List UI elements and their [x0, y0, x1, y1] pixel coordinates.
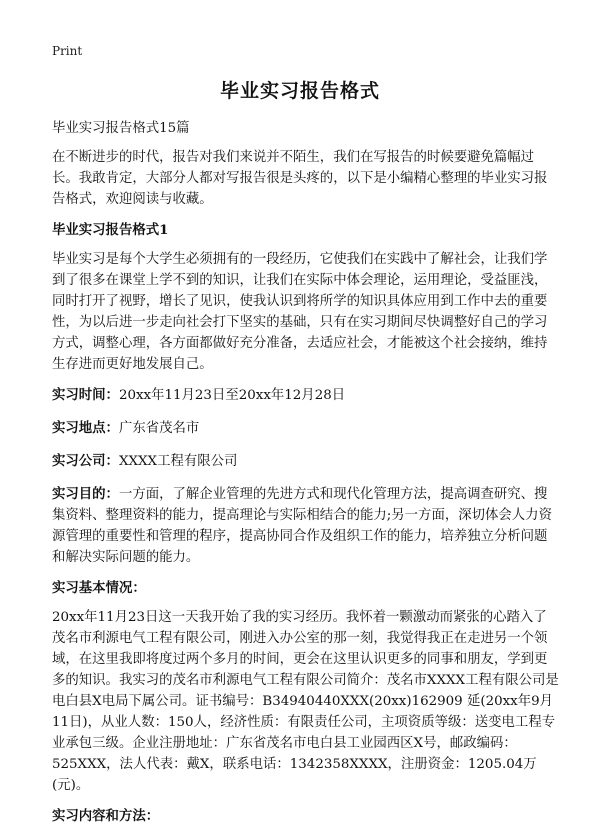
time-label: 实习时间：: [52, 387, 119, 403]
purpose-value: 一方面，了解企业管理的先进方式和现代化管理方法，提高调查研究、搜集资料、整理资料的能力，提高理论与实际相结合的能力;另一方面，深切体会人力资源管理的重要性和管理的程序，提高协同合作及组织工作的能力，培养独立分析问题和解决实际问题的能力。: [52, 487, 552, 565]
purpose-label: 实习目的：: [52, 486, 119, 502]
place-value: 广东省茂名市: [118, 421, 200, 436]
company-value: XXXX工程有限公司: [118, 454, 238, 469]
time-value: 20xx年11月23日至20xx年12月28日: [118, 388, 346, 403]
document-subtitle: 毕业实习报告格式15篇: [52, 121, 190, 136]
internship-purpose: [52, 484, 560, 568]
basic-info-heading: 实习基本情况：: [52, 580, 146, 596]
place-label: 实习地点：: [52, 420, 119, 436]
internship-place: [52, 418, 560, 439]
print-link[interactable]: Print: [52, 44, 83, 58]
section-1-paragraph: 毕业实习是每个大学生必须拥有的一段经历，它使我们在实践中了解社会，让我们学到了很多在课堂上学不到的知识，让我们在实际中体会理论，运用理论，受益匪浅，同时打开了视野，增长了见识，使我认识到将所学的知识具体应用到工作中去的重要性，为以后进一步走向社会打下坚实的基础，只有在实习期间尽快调整好自己的学习方式，调整心理，各方面都做好充分准备，去适应社会，才能被这个社会接纳，维持生存进而更好地发展自己。: [52, 252, 548, 372]
company-label: 实习公司：: [52, 453, 119, 469]
document-body: [52, 118, 560, 835]
page-title: 毕业实习报告格式: [219, 80, 380, 102]
basic-info-paragraph: 20xx年11月23日这一天我开始了我的实习经历。我怀着一颗激动而紧张的心踏入了茂名市利源电气工程有限公司，刚进入办公室的那一刻，我觉得我正在走进另一个领域，在这里我即将度过两个多月的时间，更会在这里认识更多的同事和朋友，学到更多的知识。我实习的茂名市利源电气工程有限公司简介：茂名市XXXX工程有限公司是电白县X电局下属公司。证书编号：B34940440XXX(20xx)162909 延(20xx年9月11日)，从业人数：150人，经济性质：有限责任公司，主项资质等级：送变电工程专业承包三级。企业注册地址：广东省茂名市电白县工业园西区X号，邮政编码：525XXX，法人代表：戴X，联系电话：1342358XXXX，注册资金：1205.04万(元)。: [52, 610, 559, 793]
internship-time: [52, 385, 560, 406]
section-heading-1: 毕业实习报告格式1: [52, 222, 169, 238]
intro-paragraph: 在不断进步的时代，报告对我们来说并不陌生，我们在写报告的时候要避免篇幅过长。我敢肯定，大部分人都对写报告很是头疼的，以下是小编精心整理的毕业实习报告格式，欢迎阅读与收藏。: [52, 150, 548, 207]
content-method-heading: 实习内容和方法：: [52, 808, 160, 824]
internship-company: [52, 451, 560, 472]
